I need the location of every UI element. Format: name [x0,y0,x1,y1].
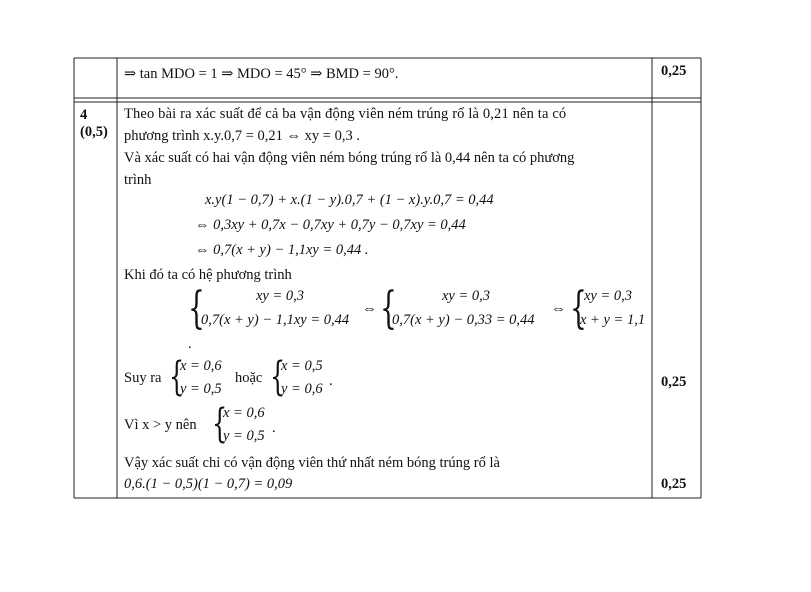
paragraph-2b: trình [124,172,152,188]
row1-points: 0,25 [661,63,687,79]
final-answer: 0,6.(1 − 0,5)(1 − 0,7) = 0,09 [124,476,293,492]
paragraph-2a: Và xác suất có hai vận động viên ném bóng trúng rổ là 0,44 nên ta có phương [124,150,575,166]
paragraph-1a: Theo bài ra xác suất để cả ba vận động viên ném trúng rổ là 0,21 nên ta có [124,106,567,122]
dot-mark: . [272,420,276,436]
brace-icon: { [570,283,587,334]
suy-ra-label: Suy ra [124,370,162,386]
dot-mark: . [188,336,192,352]
brace-icon: { [212,401,228,447]
paragraph-4: Vậy xác suất chỉ có vận động viên thứ nhất ném bóng trúng rổ là [124,455,500,471]
paragraph-3: Khi đó ta có hệ phương trình [124,267,292,283]
vi-label: Vì x > y nên [124,417,197,433]
system-c-line2: x + y = 1,1 [580,312,646,328]
equation-2: ⇔ 0,3xy + 0,7x − 0,7xy + 0,7y − 0,7xy = 0,44 [195,217,466,233]
brace-icon: { [188,283,205,334]
solution-b-line2: y = 0,6 [281,381,323,397]
system-b-line2: 0,7(x + y) − 0,33 = 0,44 [392,312,535,328]
solution-c-line2: y = 0,5 [223,428,265,444]
brace-icon: { [169,354,185,400]
question-points: (0,5) [80,124,108,140]
points-end: 0,25 [661,476,687,492]
question-number: 4 [80,107,88,123]
brace-icon: { [270,354,286,400]
solution-b-line1: x = 0,5 [281,358,323,374]
equivalence-arrow: ⇔ [551,301,566,317]
brace-icon: { [380,283,397,334]
system-a-line2: 0,7(x + y) − 1,1xy = 0,44 [201,312,350,328]
solution-a-line2: y = 0,5 [180,381,222,397]
hoac-label: hoặc [235,370,263,386]
system-a-line1: xy = 0,3 [256,288,305,304]
points-mid: 0,25 [661,374,687,390]
dot-mark: . [329,373,333,389]
solution-c-line1: x = 0,6 [223,405,265,421]
system-c-line1: xy = 0,3 [584,288,633,304]
row1-content: ⇒ tan MDO = 1 ⇒ MDO = 45° ⇒ BMD = 90°. [124,66,399,82]
solution-a-line1: x = 0,6 [180,358,222,374]
equation-1: x.y(1 − 0,7) + x.(1 − y).0,7 + (1 − x).y.0,7 = 0,44 [205,192,494,208]
system-b-line1: xy = 0,3 [442,288,491,304]
equation-3: ⇔ 0,7(x + y) − 1,1xy = 0,44 . [195,242,369,258]
paragraph-1b: phương trình x.y.0,7 = 0,21 ⇔ xy = 0,3 . [124,128,360,144]
equivalence-arrow: ⇔ [362,301,377,317]
